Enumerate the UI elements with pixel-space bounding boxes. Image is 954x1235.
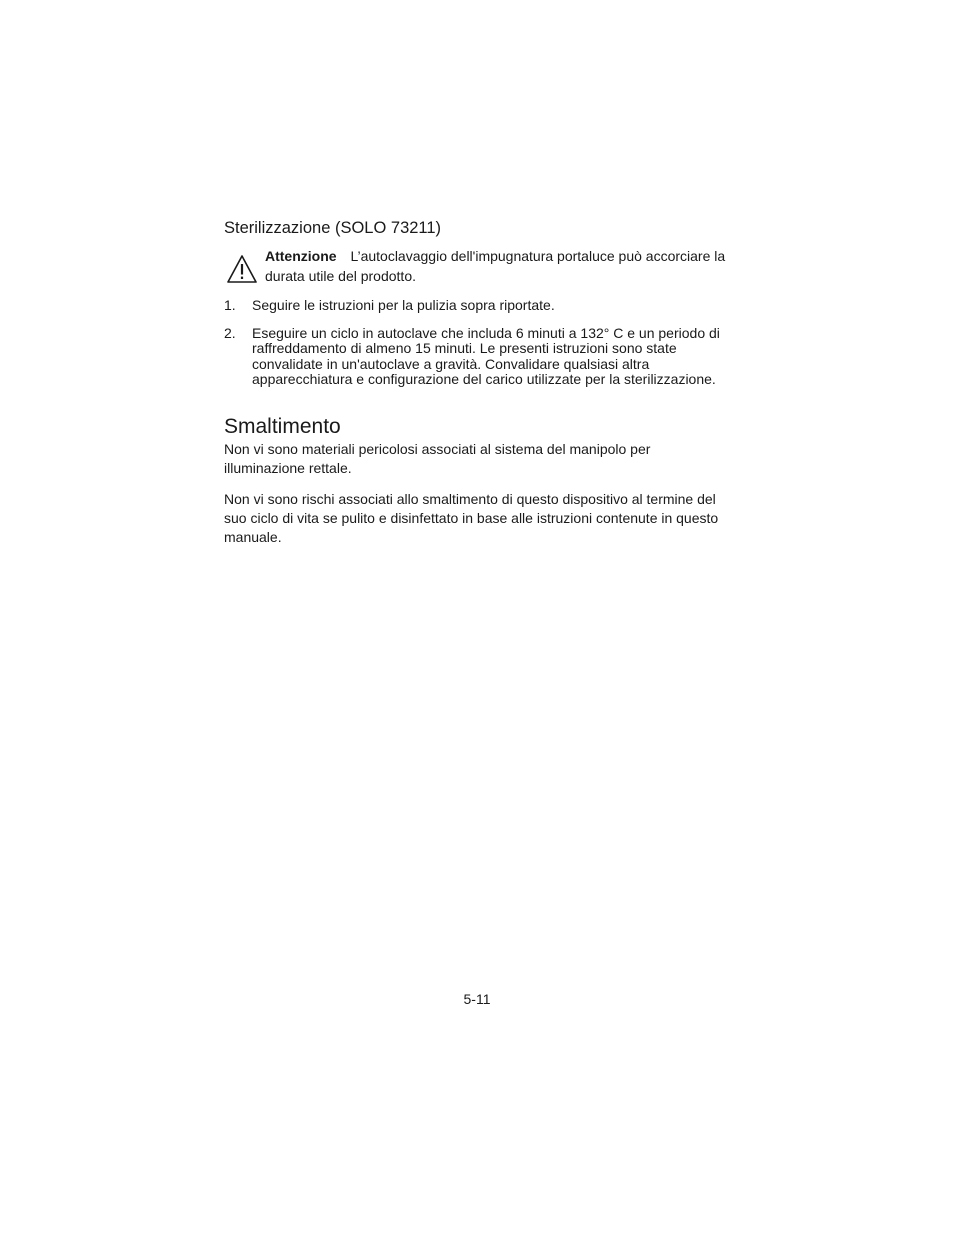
disposal-paragraph: Non vi sono rischi associati allo smaltimento di questo dispositivo al termine del suo ciclo di vita se pulito e disinfettato in base alle istruzioni contenute in questo manuale. [224,491,719,545]
page-number: 5-11 [463,991,491,1007]
step-number: 1. [224,297,236,313]
disposal-heading: Smaltimento [224,415,341,438]
sterilization-heading: Sterilizzazione (SOLO 73211) [224,219,442,237]
caution-text: L’autoclavaggio dell'impugnatura portaluce può accorciare la durata utile del prodotto. [265,248,726,284]
list-item [224,298,734,314]
step-text: Seguire le istruzioni per la pulizia sopra riportate. [252,297,555,313]
step-text: Eseguire un ciclo in autoclave che includa 6 minuti a 132° C e un periodo di raffreddamento di almeno 15 minuti. Le presenti istruzioni sono state convalidate in un'autoclave a gravità. Convalidare qualsiasi altra apparecchiatura e configurazione del carico utilizzate per la sterilizzazione. [252,324,720,388]
disposal-paragraph: Non vi sono materiali pericolosi associati al sistema del manipolo per illuminazione rettale. [224,441,651,476]
sterilization-steps [224,298,734,400]
warning-triangle-icon [226,254,258,284]
step-number: 2. [224,324,236,341]
list-item [224,326,734,388]
caution-text-block [265,247,735,286]
caution-label: Attenzione [265,248,337,264]
